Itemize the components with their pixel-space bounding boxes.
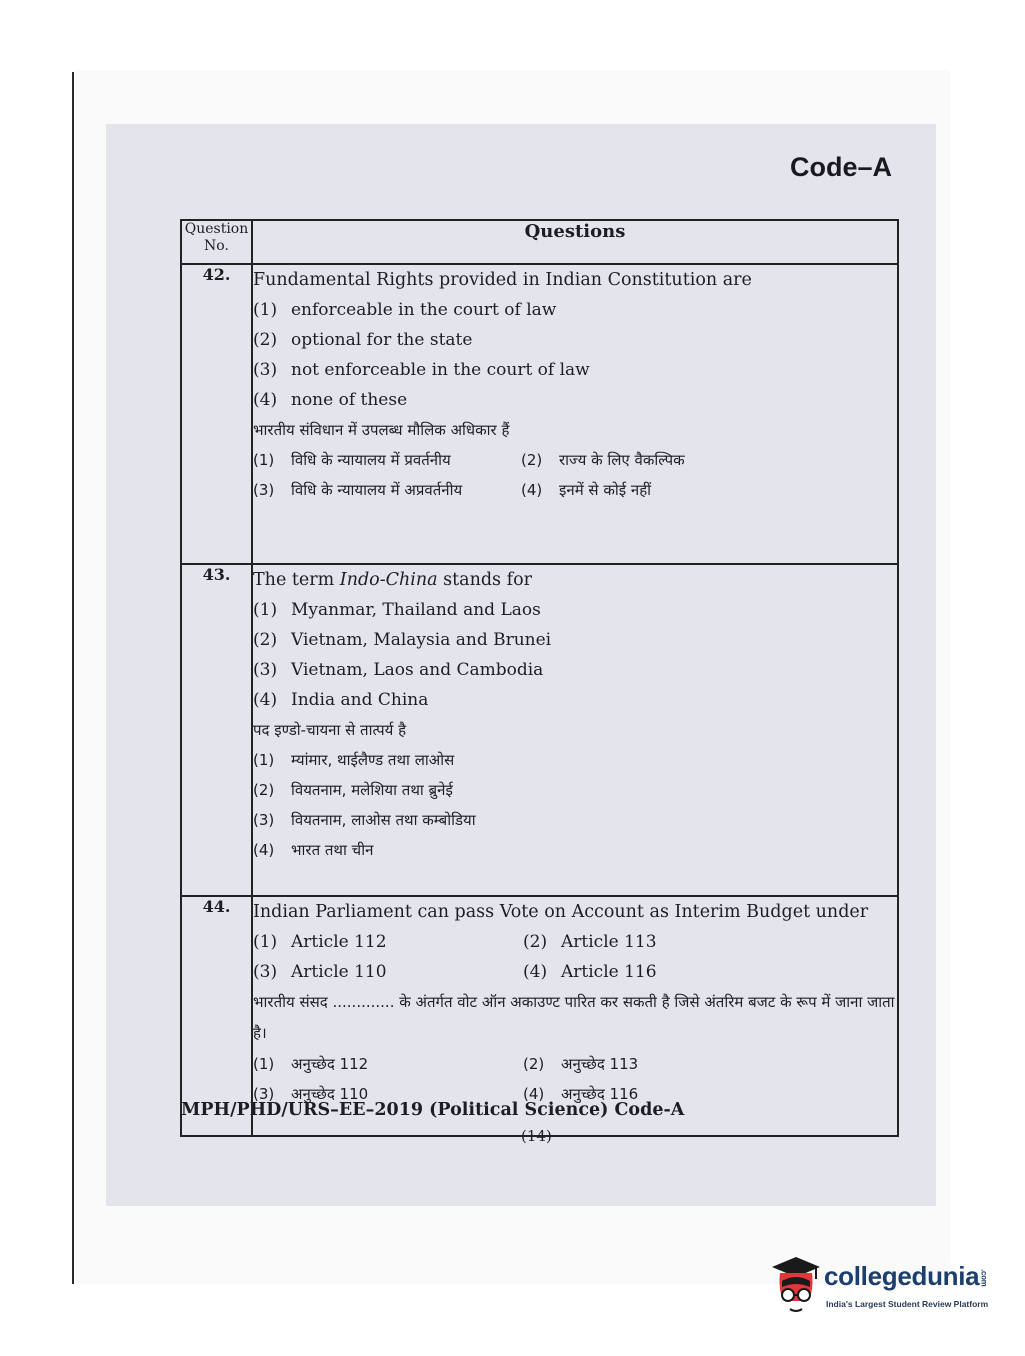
question-stem-hi: पद इण्डो-चायना से तात्पर्य है [253, 721, 407, 739]
option-hi: (4) अनुच्छेद 116 [523, 1085, 639, 1103]
option-pair-en [253, 927, 897, 957]
option-en: (2) Article 113 [523, 932, 657, 952]
option-en: (3) not enforceable in the court of law [253, 360, 590, 380]
question-number: 42. [181, 264, 252, 564]
option-en: (4) Article 116 [523, 962, 657, 982]
question-stem-en: Fundamental Rights provided in Indian Constitution are [253, 270, 752, 290]
logo-tagline: India's Largest Student Review Platform [826, 1299, 989, 1309]
option-hi: (1) विधि के न्यायालय में प्रवर्तनीय [253, 451, 451, 469]
column-header-question-no: Question No. [181, 220, 252, 264]
question-stem-en: The term Indo-China stands for [253, 570, 532, 590]
question-stem-hi: भारतीय संसद ............. के अंतर्गत वोट ऑन अकाउण्ट पारित कर सकती है जिसे अंतरिम बजट के रूप में जाना जाता है। [253, 993, 895, 1042]
page-number: (14) [521, 1127, 552, 1145]
option-hi: (3) वियतनाम, लाओस तथा कम्बोडिया [253, 811, 476, 829]
option-hi: (1) म्यांमार, थाईलैण्ड तथा लाओस [253, 751, 455, 769]
question-row-42 [181, 264, 898, 564]
emphasis-term: Indo-China [339, 570, 438, 590]
option-en: (2) optional for the state [253, 330, 473, 350]
option-hi: (4) भारत तथा चीन [253, 841, 374, 859]
logo-suffix: .com [979, 1269, 989, 1287]
option-en: (4) India and China [253, 690, 429, 710]
column-header-questions: Questions [252, 220, 898, 264]
option-hi: (1) अनुच्छेद 112 [253, 1055, 369, 1073]
paper-code: Code–A [789, 152, 892, 182]
student-mascot-icon [768, 1251, 824, 1323]
option-pair-hi [253, 1049, 897, 1079]
option-en: (2) Vietnam, Malaysia and Brunei [253, 630, 552, 650]
question-body [252, 564, 898, 896]
question-body [252, 264, 898, 564]
option-hi: (2) राज्य के लिए वैकल्पिक [521, 451, 685, 469]
option-en: (3) Article 110 [253, 962, 387, 982]
option-hi: (2) अनुच्छेद 113 [523, 1055, 639, 1073]
question-number: 44. [181, 896, 252, 1136]
option-en: (1) enforceable in the court of law [253, 300, 557, 320]
question-table [180, 219, 899, 1137]
option-en: (4) none of these [253, 390, 408, 410]
option-hi: (3) विधि के न्यायालय में अप्रवर्तनीय [253, 481, 463, 499]
scan-edge [72, 72, 74, 1284]
option-en: (1) Myanmar, Thailand and Laos [253, 600, 541, 620]
option-hi: (3) अनुच्छेद 110 [253, 1085, 369, 1103]
option-pair-hi [253, 475, 897, 505]
option-hi: (4) इनमें से कोई नहीं [521, 481, 652, 499]
option-hi: (2) वियतनाम, मलेशिया तथा ब्रुनेई [253, 781, 453, 799]
question-number: 43. [181, 564, 252, 896]
option-en: (1) Article 112 [253, 932, 387, 952]
question-stem-en: Indian Parliament can pass Vote on Account as Interim Budget under [253, 902, 869, 922]
collegedunia-logo[interactable] [768, 1251, 998, 1331]
logo-wordmark: collegedunia.com [824, 1261, 989, 1291]
question-stem-hi: भारतीय संविधान में उपलब्ध मौलिक अधिकार हैं [253, 421, 510, 439]
option-pair-en [253, 957, 897, 987]
question-row-43 [181, 564, 898, 896]
option-pair-hi [253, 445, 897, 475]
footer-exam-code: MPH/PHD/URS–EE–2019 (Political Science) Code-A [181, 1100, 685, 1120]
option-en: (3) Vietnam, Laos and Cambodia [253, 660, 544, 680]
